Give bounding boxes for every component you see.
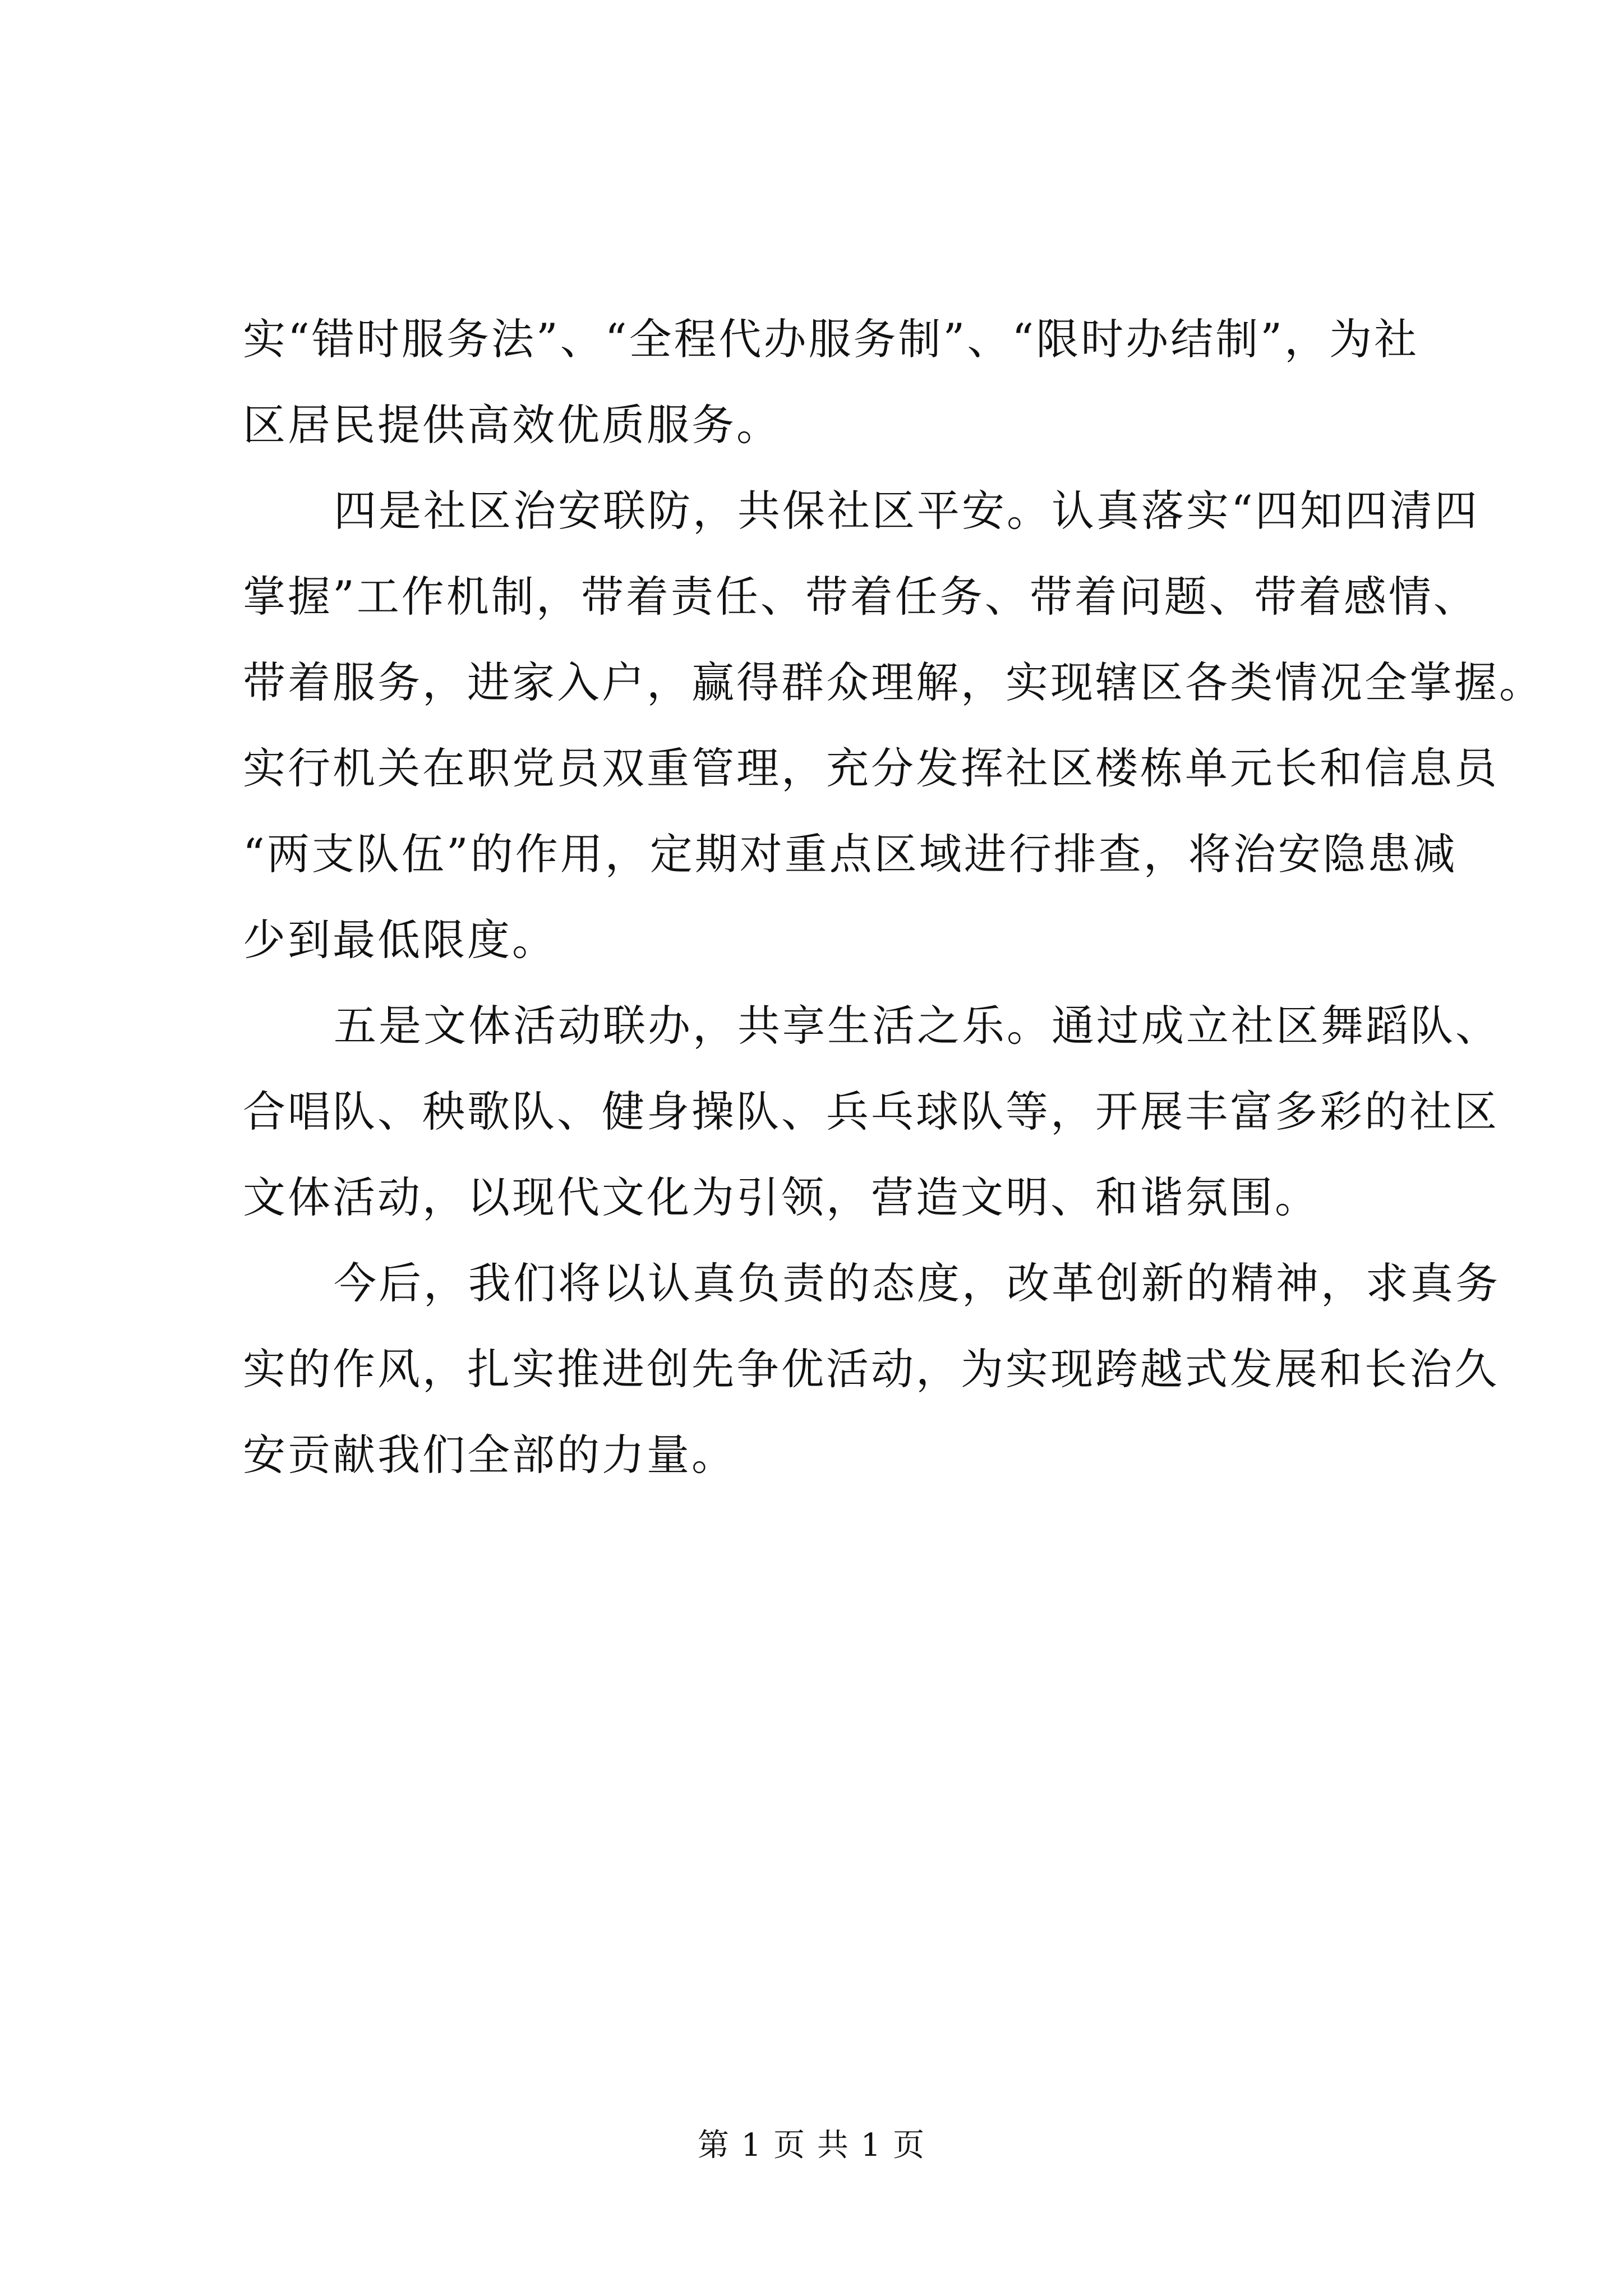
paragraph-3 bbox=[243, 983, 1500, 1240]
text-line: 四是社区治安联防，共保社区平安。认真落实“四知四清四 bbox=[334, 486, 1479, 536]
text-line: 实“错时服务法”、“全程代办服务制”、“限时办结制”，为社 bbox=[243, 314, 1419, 364]
text-line: 今后，我们将以认真负责的态度，改革创新的精神，求真务 bbox=[334, 1258, 1500, 1308]
page-number-footer: 第 1 页 共 1 页 bbox=[697, 2127, 926, 2164]
text-line: 区居民提供高效优质服务。 bbox=[243, 400, 781, 450]
document-body bbox=[243, 296, 1544, 1498]
text-line: 合唱队、秧歌队、健身操队、兵乓球队等，开展丰富多彩的社区 bbox=[243, 1087, 1499, 1137]
paragraph-4 bbox=[243, 1240, 1500, 1498]
text-line: 少到最低限度。 bbox=[243, 915, 557, 965]
paragraph-1 bbox=[243, 296, 1419, 468]
text-line: 文体活动，以现代文化为引领，营造文明、和谐氛围。 bbox=[243, 1172, 1320, 1222]
paragraph-2 bbox=[243, 468, 1544, 983]
text-line: 实行机关在职党员双重管理，充分发挥社区楼栋单元长和信息员 bbox=[243, 743, 1499, 793]
text-line: 五是文体活动联办，共享生活之乐。通过成立社区舞蹈队、 bbox=[334, 1001, 1500, 1051]
text-line: 带着服务，进家入户，赢得群众理解，实现辖区各类情况全掌握。 bbox=[243, 657, 1544, 707]
text-line: 掌握”工作机制，带着责任、带着任务、带着问题、带着感情、 bbox=[243, 572, 1478, 622]
text-line: 安贡献我们全部的力量。 bbox=[243, 1430, 736, 1480]
text-line: “两支队伍”的作用，定期对重点区域进行排查，将治安隐患减 bbox=[243, 829, 1458, 879]
text-line: 实的作风，扎实推进创先争优活动，为实现跨越式发展和长治久 bbox=[243, 1344, 1499, 1394]
